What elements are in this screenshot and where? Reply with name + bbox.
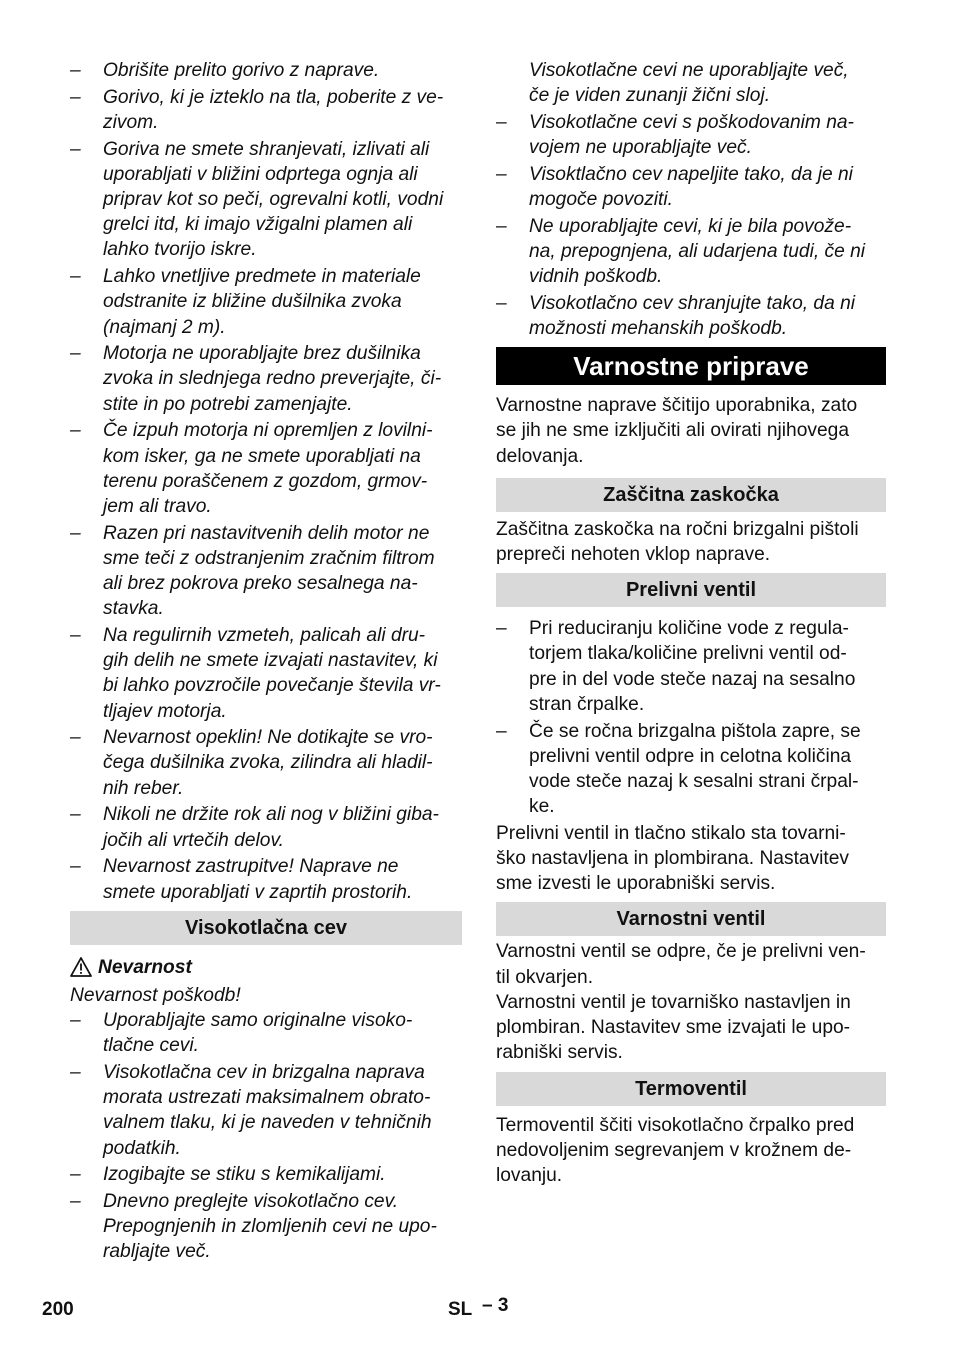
list-item bbox=[496, 162, 886, 212]
list-item bbox=[496, 291, 886, 341]
list-item-text: Visokotlačne cevi s poškodovanim na- vojem ne uporabljajte več. bbox=[529, 111, 854, 159]
bullet-dash: – bbox=[70, 60, 81, 81]
prelivni-list bbox=[496, 616, 886, 819]
continued-list-text: Visokotlačne cevi ne uporabljajte več, če je viden zunanji žični sloj. bbox=[529, 60, 849, 107]
list-item bbox=[496, 214, 886, 290]
bullet-dash: – bbox=[70, 804, 81, 826]
bullet-dash: – bbox=[70, 86, 81, 108]
list-item bbox=[70, 854, 462, 904]
list-item bbox=[70, 1008, 462, 1058]
warning-triangle-icon bbox=[70, 957, 92, 977]
list-item-text: Visokotlačna cev in brizgalna naprava morata ustrezati maksimalnem obrato- valnem tlaku, ki je naveden v tehničnih podatkih. bbox=[103, 1062, 432, 1159]
list-item bbox=[496, 719, 886, 820]
list-item-text: Obrišite prelito gorivo z naprave. bbox=[103, 60, 380, 81]
section-title-termoventil: Termoventil bbox=[496, 1072, 886, 1106]
bullet-dash: – bbox=[496, 720, 507, 742]
list-item-text: Nevarnost zastrupitve! Naprave ne smete uporabljati v zaprtih prostorih. bbox=[103, 856, 413, 903]
list-item bbox=[70, 137, 462, 263]
list-item bbox=[70, 802, 462, 852]
prelivni-paragraph: Prelivni ventil in tlačno stikalo sta tovarni- ško nastavljena in plombirana. Nastavitev sme izvesti le uporabniški servis. bbox=[496, 822, 850, 895]
right-top-list bbox=[496, 110, 886, 341]
list-item-text: Dnevno preglejte visokotlačno cev. Prepognjenih in zlomljenih cevi ne upo- rabljajte več. bbox=[103, 1191, 437, 1263]
bullet-dash: – bbox=[496, 163, 507, 185]
bullet-dash: – bbox=[70, 420, 81, 442]
bullet-dash: – bbox=[70, 1010, 81, 1032]
bullet-dash: – bbox=[496, 215, 507, 237]
page-number: 200 bbox=[42, 1299, 74, 1320]
left-top-list bbox=[70, 58, 462, 905]
left-column bbox=[70, 58, 462, 1266]
list-item-text: Lahko vnetljive predmete in materiale odstranite iz bližine dušilnika zvoka (najmanj 2 m). bbox=[103, 266, 421, 338]
list-item bbox=[70, 264, 462, 340]
bullet-dash: – bbox=[496, 292, 507, 314]
list-item-text: Ne uporabljajte cevi, ki je bila povože- na, prepognjena, ali udarjena tudi, če ni vidnih poškodb. bbox=[529, 215, 866, 288]
section-page-number: – 3 bbox=[482, 1295, 509, 1316]
list-item bbox=[70, 85, 462, 135]
bullet-dash: – bbox=[70, 727, 81, 749]
list-item-text: Na regulirnih vzmeteh, palicah ali dru- gih delih ne smete izvajati nastavitev, ki bi lahko povzročile povečanje števila vr- tljajev motorja. bbox=[103, 624, 441, 722]
termo-paragraph: Termoventil ščiti visokotlačno črpalko pred nedovoljenim segrevanjem v krožnem de- lovanju. bbox=[496, 1114, 855, 1186]
list-item bbox=[70, 418, 462, 519]
list-item bbox=[70, 1060, 462, 1161]
right-column bbox=[496, 58, 886, 1188]
list-item bbox=[70, 1162, 462, 1187]
intro-paragraph: Varnostne naprave ščitijo uporabnika, zato se jih ne sme izključiti ali ovirati njihovega delovanja. bbox=[496, 395, 858, 467]
list-item bbox=[70, 725, 462, 801]
list-item-text: Če se ročna brizgalna pištola zapre, se prelivni ventil odpre in celotna količina vode steče nazaj k sesalni strani črpal- ke. bbox=[529, 720, 861, 818]
list-item-text: Motorja ne uporabljajte brez dušilnika zvoka in slednjega redno preverjajte, či- stite in po potrebi zamenjajte. bbox=[103, 343, 442, 415]
zascitna-paragraph: Zaščitna zaskočka na ročni brizgalni pištoli prepreči nehoten vklop naprave. bbox=[496, 518, 859, 566]
warning-text: Nevarnost poškodb! bbox=[70, 984, 241, 1006]
language-code: SL bbox=[448, 1299, 473, 1320]
bullet-dash: – bbox=[70, 1164, 81, 1186]
main-heading-varnostne-priprave: Varnostne priprave bbox=[496, 347, 886, 385]
bullet-dash: – bbox=[70, 624, 81, 646]
bullet-dash: – bbox=[70, 266, 81, 288]
bullet-dash: – bbox=[70, 1191, 81, 1213]
bullet-dash: – bbox=[496, 111, 507, 133]
section-title-varnostni-ventil: Varnostni ventil bbox=[496, 902, 886, 936]
bullet-dash: – bbox=[70, 138, 81, 160]
bullet-dash: – bbox=[70, 522, 81, 544]
list-item-text: Visokotlačno cev shranjujte tako, da ni možnosti mehanskih poškodb. bbox=[529, 292, 856, 340]
list-item-text: Pri reduciranju količine vode z regula- torjem tlaka/količine prelivni ventil od- pre in del vode steče nazaj na sesalno stran črpalke. bbox=[529, 618, 856, 715]
list-item bbox=[70, 623, 462, 724]
bullet-dash: – bbox=[70, 1062, 81, 1084]
section-title-prelivni-ventil: Prelivni ventil bbox=[496, 573, 886, 607]
list-item bbox=[70, 58, 462, 83]
left-bottom-list bbox=[70, 1008, 462, 1265]
list-item-text: Če izpuh motorja ni opremljen z lovilni- kom isker, ga ne smete uporabljati na terenu poraščenem z gozdom, grmov- jem ali travo. bbox=[103, 420, 433, 517]
varnostni-paragraph-1: Varnostni ventil se odpre, če je prelivni ven- til okvarjen. bbox=[496, 941, 866, 988]
list-item-text: Uporabljajte samo originalne visoko- tlačne cevi. bbox=[103, 1010, 413, 1057]
list-item bbox=[70, 1189, 462, 1265]
list-item-text: Nikoli ne držite rok ali nog v bližini giba- jočih ali vrtečih delov. bbox=[103, 804, 439, 851]
list-item-text: Nevarnost opeklin! Ne dotikajte se vro- čega dušilnika zvoka, zilindra ali hladil- nih reber. bbox=[103, 727, 433, 799]
bullet-dash: – bbox=[496, 618, 507, 640]
list-item-text: Izogibajte se stiku s kemikalijami. bbox=[103, 1164, 386, 1186]
list-item bbox=[70, 521, 462, 622]
bullet-dash: – bbox=[70, 343, 81, 365]
varnostni-paragraph-2: Varnostni ventil je tovarniško nastavljen in plombiran. Nastavitev sme izvajati le upo- rabniški servis. bbox=[496, 991, 851, 1064]
list-item bbox=[496, 110, 886, 160]
warning-label: Nevarnost bbox=[98, 956, 192, 978]
section-title-visokotlacna-cev: Visokotlačna cev bbox=[70, 911, 462, 945]
bullet-dash: – bbox=[70, 856, 81, 878]
section-title-zascitna-zaskocka: Zaščitna zaskočka bbox=[496, 478, 886, 512]
list-item-text: Goriva ne smete shranjevati, izlivati ali uporabljati v bližini odprtega ognja ali priprav kot so peči, ogrevalni kotli, vodni grelci itd, ki imajo vžigalni plamen ali lahko tvorijo iskre. bbox=[103, 138, 444, 261]
warning-heading bbox=[70, 955, 462, 980]
list-item bbox=[70, 341, 462, 417]
list-item bbox=[496, 616, 886, 717]
list-item-text: Razen pri nastavitvenih delih motor ne sme teči z odstranjenim zračnim filtrom ali brez pokrova preko sesalnega na- stavka. bbox=[103, 522, 435, 620]
list-item-text: Visoktlačno cev napeljite tako, da je ni mogoče povoziti. bbox=[529, 163, 853, 211]
list-item-text: Gorivo, ki je izteklo na tla, poberite z ve- zivom. bbox=[103, 86, 444, 133]
